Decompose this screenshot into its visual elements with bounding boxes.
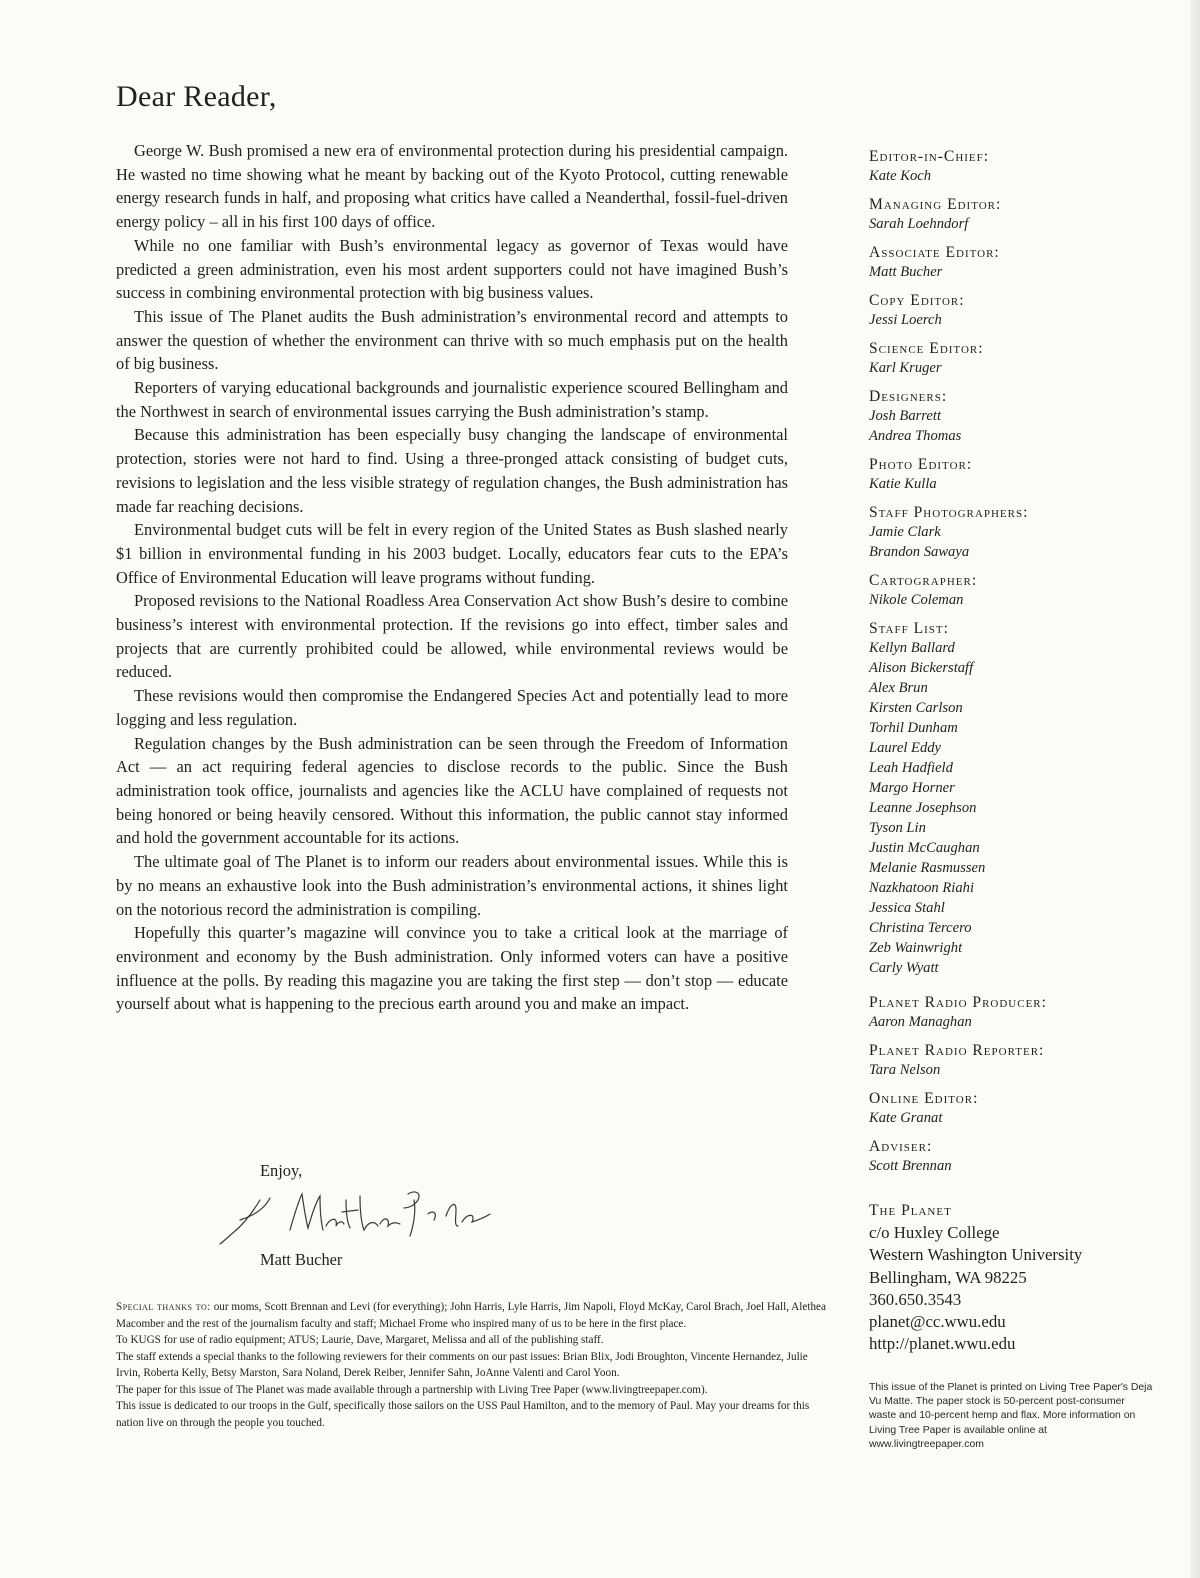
masthead-person: Aaron Managhan — [869, 1014, 972, 1030]
address-line: Bellingham, WA 98225 — [869, 1267, 1027, 1287]
letter-paragraph: While no one familiar with Bush’s environmental legacy as governor of Texas would have predicted a green administration, even his most ardent supporters could not have imagined Bush’s success in combining environmental protection with big business values. — [116, 235, 788, 303]
masthead-person: Katie Kulla — [869, 476, 937, 492]
masthead-radio-online — [869, 993, 1169, 1185]
masthead — [869, 147, 1169, 987]
masthead-person: Sarah Loehndorf — [869, 216, 969, 232]
masthead-group — [869, 619, 1169, 978]
masthead-group — [869, 195, 1169, 234]
masthead-role: Photo Editor: — [869, 456, 973, 473]
paper-note: This issue of the Planet is printed on Living Tree Paper's Deja Vu Matte. The paper stock is 50-percent post-consumer waste and 10-percent hemp and flax. More information on Living Tree Paper is available online at www.livingtreepaper.com — [869, 1382, 1153, 1450]
address-line: Western Washington University — [869, 1245, 1083, 1265]
masthead-role: Editor-in-Chief: — [869, 148, 990, 165]
masthead-role: Planet Radio Reporter: — [869, 1042, 1045, 1059]
masthead-person: Alex Brun — [869, 680, 928, 696]
page-edge — [1190, 0, 1200, 1578]
masthead-role: Online Editor: — [869, 1090, 979, 1107]
masthead-person: Torhil Dunham — [869, 720, 958, 736]
masthead-role: Science Editor: — [869, 340, 984, 357]
masthead-role: Planet Radio Producer: — [869, 994, 1047, 1011]
website-url: http://planet.wwu.edu — [869, 1334, 1016, 1354]
address-line: c/o Huxley College — [869, 1223, 1000, 1243]
masthead-person: Nazkhatoon Riahi — [869, 880, 974, 896]
thanks-paragraph: The paper for this issue of The Planet was made available through a partnership with Living Tree Paper (www.livingtreepaper.com). — [116, 1383, 708, 1396]
letter-paragraph: Because this administration has been especially busy changing the landscape of environmental protection, stories were not hard to find. Using a three-pronged attack consisting of budget cuts, revisions to legislation and the less visible strategy of regulation changes, the Bush administration has made far reaching decisions. — [116, 425, 788, 516]
masthead-group — [869, 1137, 1169, 1176]
masthead-role: Cartographer: — [869, 572, 978, 589]
phone-number: 360.650.3543 — [869, 1289, 962, 1309]
masthead-role: Associate Editor: — [869, 244, 1000, 261]
masthead-person: Brandon Sawaya — [869, 544, 970, 560]
letter-paragraph: This issue of The Planet audits the Bush administration’s environmental record and attempts to answer the question of whether the environment can thrive with so much emphasis put on the health of big business. — [116, 306, 788, 374]
masthead-person: Scott Brennan — [869, 1158, 952, 1174]
masthead-person: Carly Wyatt — [869, 960, 939, 976]
signature-name: Matt Bucher — [260, 1250, 343, 1269]
masthead-role: Staff Photographers: — [869, 504, 1029, 521]
letter-closing: Enjoy, — [260, 1161, 303, 1180]
masthead-person: Nikole Coleman — [869, 592, 964, 608]
masthead-person: Kate Koch — [869, 168, 932, 184]
masthead-person: Christina Tercero — [869, 920, 972, 936]
masthead-role: Copy Editor: — [869, 292, 965, 309]
masthead-group — [869, 503, 1169, 562]
masthead-role: Staff List: — [869, 620, 949, 637]
masthead-role: Managing Editor: — [869, 196, 1002, 213]
letter-body — [116, 139, 788, 1016]
letter-paragraph: Proposed revisions to the National Roadless Area Conservation Act show Bush’s desire to combine business’s interest with environmental protection. If the revisions go into effect, timber sales and projects that are currently prohibited could be allowed, while environmental reviews would be reduced. — [116, 591, 788, 682]
contact-address — [869, 1200, 1179, 1355]
masthead-person: Zeb Wainwright — [869, 940, 963, 956]
thanks-paragraph: This issue is dedicated to our troops in the Gulf, specifically those sailors on the USS Paul Hamilton, and to the memory of Paul. May your dreams for this nation live on through the people you touched. — [116, 1400, 810, 1429]
letter-paragraph: Environmental budget cuts will be felt in every region of the United States as Bush slashed nearly $1 billion in environmental funding in his 2003 budget. Locally, educators fear cuts to the EPA’s Office of Environmental Education will leave programs without funding. — [116, 520, 788, 587]
address-title: The Planet — [869, 1202, 952, 1219]
masthead-group — [869, 1041, 1169, 1080]
masthead-role: Designers: — [869, 388, 948, 405]
masthead-person: Tyson Lin — [869, 820, 926, 836]
masthead-person: Jessica Stahl — [869, 900, 945, 916]
masthead-group — [869, 147, 1169, 186]
masthead-person: Josh Barrett — [869, 408, 942, 424]
letter-paragraph: George W. Bush promised a new era of environmental protection during his presidential campaign. He wasted no time showing what he meant by backing out of the Kyoto Protocol, cutting renewable energy research funds in half, and proposing what critics have called a Neanderthal, fossil-fuel-driven energy policy – all in his first 100 days of office. — [116, 141, 788, 232]
masthead-person: Leah Hadfield — [869, 760, 953, 776]
thanks-lead: Special thanks to: — [116, 1301, 211, 1313]
masthead-group — [869, 1089, 1169, 1128]
masthead-person: Jamie Clark — [869, 524, 941, 540]
email-address: planet@cc.wwu.edu — [869, 1312, 1006, 1332]
masthead-group — [869, 387, 1169, 446]
masthead-group — [869, 339, 1169, 378]
thanks-paragraph: The staff extends a special thanks to the following reviewers for their comments on our past issues: Brian Blix, Jodi Broughton, Vincente Hernandez, Julie Irvin, Roberta Kelly, Betsy Marston, Sara Noland, Derek Reiber, Jennifer Sahn, JoAnne Valenti and Carol Yoon. — [116, 1350, 808, 1379]
letter-title: Dear Reader, — [116, 80, 277, 113]
masthead-person: Alison Bickerstaff — [869, 660, 974, 676]
handwritten-signature — [218, 1186, 508, 1248]
masthead-group — [869, 455, 1169, 494]
masthead-person: Jessi Loerch — [869, 312, 942, 328]
masthead-group — [869, 291, 1169, 330]
masthead-group — [869, 993, 1169, 1032]
masthead-group — [869, 571, 1169, 610]
special-thanks — [116, 1299, 834, 1431]
letter-paragraph: Regulation changes by the Bush administration can be seen through the Freedom of Information Act — an act requiring federal agencies to disclose records to the public. Since the Bush administration took office, journalists and agencies like the ACLU have complained of requests not being honored or being heavily censored. Without this information, the public cannot stay informed and hold the government accountable for its actions. — [116, 733, 788, 848]
masthead-person: Justin McCaughan — [869, 840, 980, 856]
masthead-person: Laurel Eddy — [869, 740, 942, 756]
thanks-paragraph: To KUGS for use of radio equipment; ATUS; Laurie, Dave, Margaret, Melissa and all of the publishing staff. — [116, 1334, 604, 1346]
masthead-person: Tara Nelson — [869, 1062, 941, 1078]
letter-paragraph: Hopefully this quarter’s magazine will convince you to take a critical look at the marriage of environment and economy by the Bush administration. Only informed voters can have a positive influence at the polls. By reading this magazine you are taking the first step — don’t stop — educate yourself about what is happening to the precious earth around you and make an impact. — [116, 923, 788, 1014]
masthead-person: Margo Horner — [869, 780, 955, 796]
letter-paragraph: Reporters of varying educational backgrounds and journalistic experience scoured Bellingham and the Northwest in search of environmental issues carrying the Bush administration’s stamp. — [116, 378, 788, 421]
masthead-person: Matt Bucher — [869, 264, 943, 280]
masthead-person: Kate Granat — [869, 1110, 943, 1126]
thanks-paragraph: Special thanks to: our moms, Scott Brennan and Levi (for everything); John Harris, Lyle Harris, Jim Napoli, Floyd McKay, Carol Brach, Joel Hall, Alethea Macomber and the rest of the journalism faculty and staff; Michael Frome who inspired many of us to be here in the first place. — [116, 1301, 826, 1330]
letter-paragraph: The ultimate goal of The Planet is to inform our readers about environmental issues. While this is by no means an exhaustive look into the Bush administration’s environmental actions, it shines light on the notorious record the administration is compiling. — [116, 852, 788, 919]
masthead-person: Karl Kruger — [869, 360, 942, 376]
masthead-role: Adviser: — [869, 1138, 933, 1155]
masthead-group — [869, 243, 1169, 282]
masthead-person: Kellyn Ballard — [869, 640, 955, 656]
masthead-person: Kirsten Carlson — [869, 700, 963, 716]
masthead-person: Melanie Rasmussen — [869, 860, 986, 876]
letter-paragraph: These revisions would then compromise the Endangered Species Act and potentially lead to more logging and less regulation. — [116, 686, 788, 729]
masthead-person: Leanne Josephson — [869, 800, 977, 816]
masthead-person: Andrea Thomas — [869, 428, 962, 444]
